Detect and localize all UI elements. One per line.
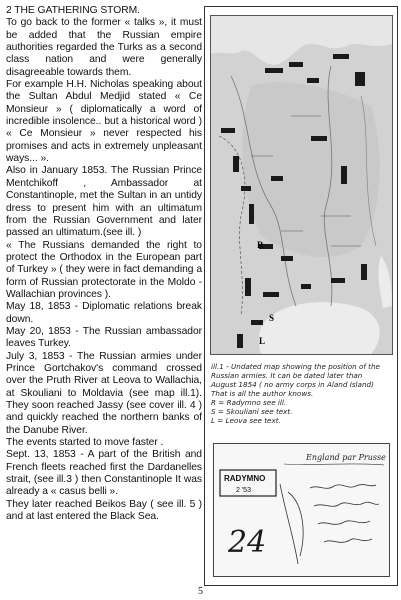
figure-caption — [211, 362, 395, 425]
map-marker-l: L — [259, 336, 266, 346]
article-paragraph: They later reached Beikos Bay ( see ill. 5 ) and at last entered the Black Sea. — [6, 498, 202, 523]
caption-line: August 1854 ( no army corps in Aland Island) — [211, 380, 374, 389]
postal-cover-drawing — [214, 444, 389, 576]
inland-region — [242, 82, 379, 257]
caption-line: Russian armies. It can be dated later than — [211, 371, 363, 380]
article-paragraph: « The Russians demanded the right to protect the Orthodox in the European part of Turkey » ( they were in fact demanding a form of Russian protectorate in the Moldo - Wallachian provinces ). — [6, 239, 202, 300]
postal-cover-illustration — [213, 443, 390, 577]
caption-line: That is all the author knows. — [211, 389, 314, 398]
article-paragraph: July 3, 1853 - The Russian armies under Prince Gortchakov's command crossed over the Pruth River at Leova to Wallachia, at Skouliani to Moldavia (see map ill.1). They soon reached Jassy (see cover ill. 4 ) and quickly reached the northern banks of the Danube River. — [6, 350, 202, 436]
caption-line: S = Skouliani see text. — [211, 407, 293, 416]
article-text-column — [6, 5, 202, 523]
map-drawing — [211, 16, 392, 354]
caption-line: L = Leova see text. — [211, 416, 281, 425]
caption-line: R = Radymno see ill. — [211, 398, 287, 407]
page-number: 5 — [198, 586, 203, 597]
map-illustration — [210, 15, 393, 355]
article-paragraph: May 20, 1853 - The Russian ambassador leaves Turkey. — [6, 325, 202, 350]
article-paragraph: Also in January 1853. The Russian Prince Mentchikoff , Ambassador at Constantinople, met the Sultan in an untidy dress to present him with an ultimatum from the Russian Government and later passed an ultimatum.(see ill. ) — [6, 165, 202, 239]
caption-line: ill.1 - Undated map showing the position of the — [211, 362, 380, 371]
article-paragraph: To go back to the former « talks », it must be added that the Russian empire authorities regarded the Turks as a second class nation and were generally disagreeable towards them. — [6, 17, 202, 78]
article-paragraph: For example H.H. Nicholas speaking about the Sultan Abdul Medjid stated « Ce Monsieur » ( diplomatically a word of incredible insolence.. but a historical word ) « Ce Monsieur » never respected his promises and acts in extremely unpleasant ways... ». — [6, 79, 202, 165]
map-marker-s: S — [269, 313, 275, 323]
cover-handstamp: 24 — [228, 525, 267, 560]
article-heading: 2 THE GATHERING STORM. — [6, 5, 140, 16]
map-marker-r: R — [257, 240, 264, 250]
postmark-date: 2 '53 — [236, 487, 251, 494]
article-paragraph: Sept. 13, 1853 - A part of the British and French fleets reached first the Dardanelles strait, (see ill.3 ) then Constantinople It was already a « casus belli ». — [6, 449, 202, 498]
illustration-panel — [204, 6, 398, 586]
article-paragraph: The events started to move faster . — [6, 437, 164, 449]
postmark-town: RADYMNO — [224, 474, 266, 483]
cover-address-line: England par Prusse — [306, 453, 386, 462]
article-paragraph: May 18, 1853 - Diplomatic relations break down. — [6, 301, 202, 325]
